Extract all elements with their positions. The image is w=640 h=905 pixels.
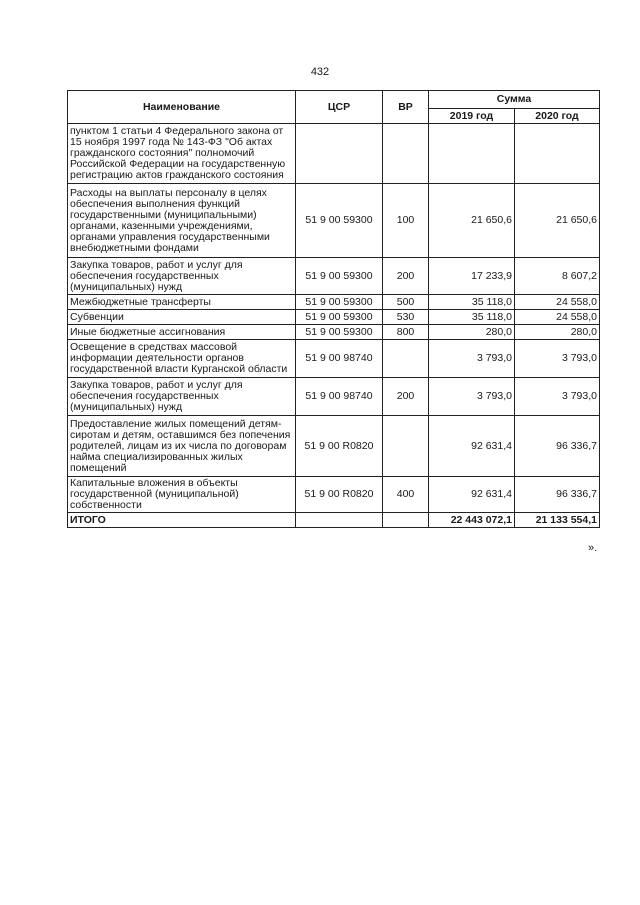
table-row: [68, 258, 600, 295]
row-vr: [383, 340, 429, 378]
row-vr: 100: [383, 184, 429, 258]
row-name: Предоставление жилых помещений детям-сиротам и детям, оставшимся без попечения родителей, лицам из их числа по договорам найма специализированных жилых помещений: [68, 416, 296, 477]
table-row: [68, 325, 600, 340]
row-value-2019: 92 631,4: [429, 477, 515, 513]
row-value-2019: 35 118,0: [429, 295, 515, 310]
table-row: [68, 310, 600, 325]
row-value-2019: 92 631,4: [429, 416, 515, 477]
total-value-2019: 22 443 072,1: [429, 513, 515, 528]
row-vr: 200: [383, 258, 429, 295]
row-vr: 800: [383, 325, 429, 340]
row-value-2019: 21 650,6: [429, 184, 515, 258]
row-vr: [383, 124, 429, 184]
row-value-2020: [515, 124, 600, 184]
total-csr-empty: [296, 513, 383, 528]
row-value-2020: 8 607,2: [515, 258, 600, 295]
table-row: [68, 295, 600, 310]
row-value-2019: 280,0: [429, 325, 515, 340]
row-csr: [296, 124, 383, 184]
table-row: [68, 477, 600, 513]
row-value-2019: 17 233,9: [429, 258, 515, 295]
row-value-2020: 3 793,0: [515, 378, 600, 416]
row-name: Расходы на выплаты персоналу в целях обеспечения выполнения функций государственными (муниципальными) органами, казенными учреждениями, органами управления государственными внебюджетными фондами: [68, 184, 296, 258]
header-sum: Сумма: [429, 91, 600, 109]
row-name: пунктом 1 статьи 4 Федерального закона от 15 ноября 1997 года № 143-ФЗ "Об актах гражданского состояния" полномочий Российской Федерации на государственную регистрацию актов гражданского состояния: [68, 124, 296, 184]
table-row: [68, 416, 600, 477]
row-vr: 200: [383, 378, 429, 416]
row-name: Субвенции: [68, 310, 296, 325]
header-vr: ВР: [383, 91, 429, 124]
row-name: Капитальные вложения в объекты государственной (муниципальной) собственности: [68, 477, 296, 513]
row-value-2020: 24 558,0: [515, 295, 600, 310]
row-csr: 51 9 00 98740: [296, 378, 383, 416]
row-value-2020: 21 650,6: [515, 184, 600, 258]
row-csr: 51 9 00 59300: [296, 295, 383, 310]
header-year-2020: 2020 год: [515, 109, 600, 124]
table-row: [68, 124, 600, 184]
closing-mark: ».: [588, 542, 598, 554]
row-csr: 51 9 00 59300: [296, 184, 383, 258]
total-label: ИТОГО: [68, 513, 296, 528]
row-value-2019: [429, 124, 515, 184]
row-name: Закупка товаров, работ и услуг для обеспечения государственных (муниципальных) нужд: [68, 258, 296, 295]
row-value-2019: 3 793,0: [429, 378, 515, 416]
table-row: [68, 378, 600, 416]
row-csr: 51 9 00 59300: [296, 258, 383, 295]
table-row: [68, 184, 600, 258]
row-csr: 51 9 00 98740: [296, 340, 383, 378]
row-name: Освещение в средствах массовой информации деятельности органов государственной власти Курганской области: [68, 340, 296, 378]
row-name: Иные бюджетные ассигнования: [68, 325, 296, 340]
row-csr: 51 9 00 59300: [296, 325, 383, 340]
header-year-2019: 2019 год: [429, 109, 515, 124]
page-number: 432: [310, 66, 330, 78]
header-csr: ЦСР: [296, 91, 383, 124]
row-vr: 400: [383, 477, 429, 513]
row-vr: [383, 416, 429, 477]
row-value-2019: 35 118,0: [429, 310, 515, 325]
budget-table: [67, 90, 600, 528]
row-csr: 51 9 00 59300: [296, 310, 383, 325]
table-row: [68, 340, 600, 378]
row-csr: 51 9 00 R0820: [296, 416, 383, 477]
total-vr-empty: [383, 513, 429, 528]
row-value-2020: 280,0: [515, 325, 600, 340]
row-value-2019: 3 793,0: [429, 340, 515, 378]
row-value-2020: 96 336,7: [515, 477, 600, 513]
row-value-2020: 24 558,0: [515, 310, 600, 325]
row-vr: 530: [383, 310, 429, 325]
row-value-2020: 3 793,0: [515, 340, 600, 378]
row-name: Закупка товаров, работ и услуг для обеспечения государственных (муниципальных) нужд: [68, 378, 296, 416]
row-vr: 500: [383, 295, 429, 310]
header-name: Наименование: [68, 91, 296, 124]
row-csr: 51 9 00 R0820: [296, 477, 383, 513]
row-name: Межбюджетные трансферты: [68, 295, 296, 310]
total-value-2020: 21 133 554,1: [515, 513, 600, 528]
total-row: [68, 513, 600, 528]
row-value-2020: 96 336,7: [515, 416, 600, 477]
